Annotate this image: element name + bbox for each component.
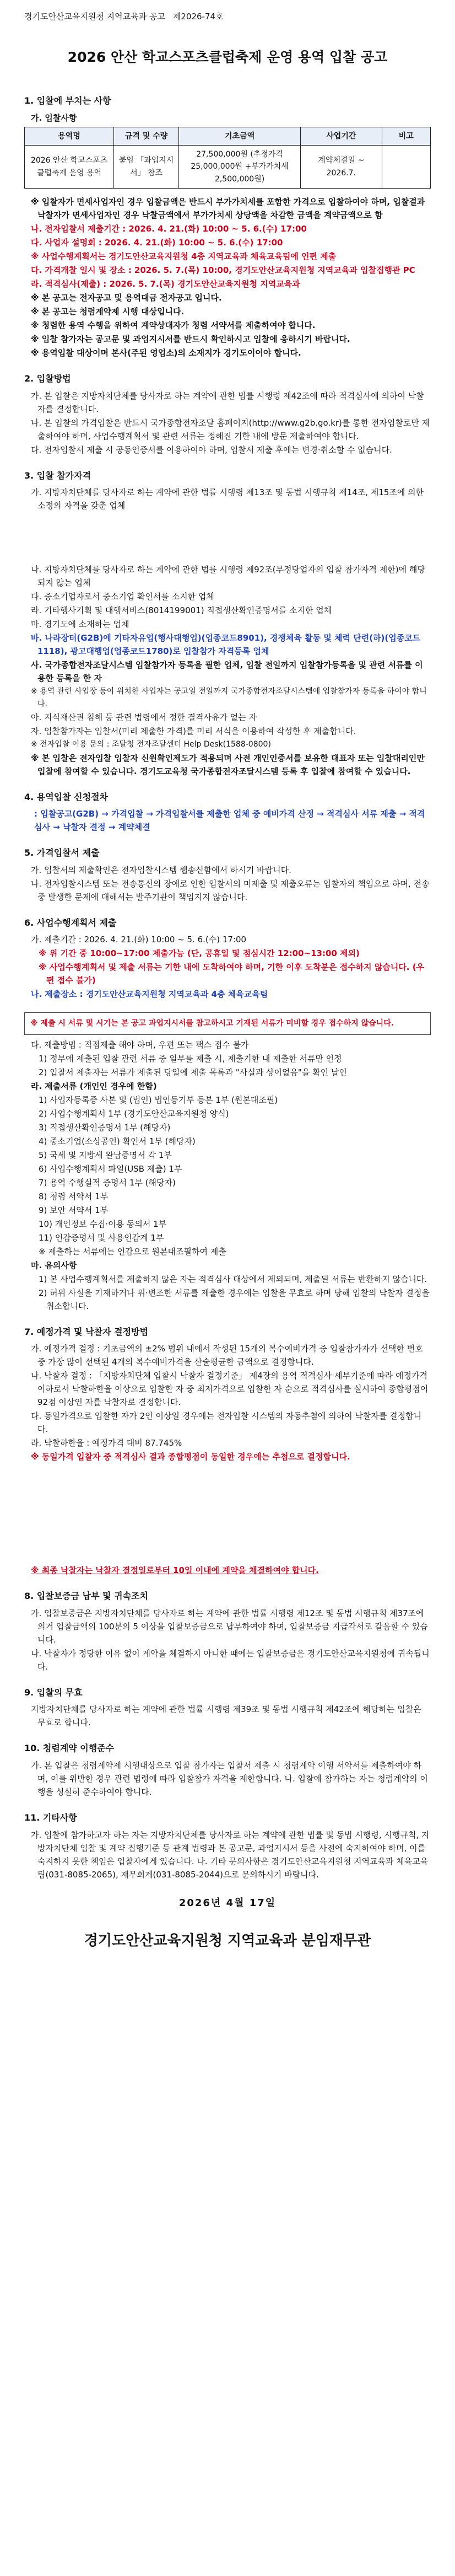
section-1-heading: 1. 입찰에 부치는 사항 [24,95,111,106]
s6-item-14: 11) 인감증명서 및 사용인감계 1부 [39,1232,164,1243]
col-name: 용역명 [25,127,114,145]
col-period: 사업기간 [301,127,382,145]
s7-item-3: 라. 낙찰하한율 : 예정가격 대비 87.745% [31,1438,182,1448]
section-11-heading: 11. 기타사항 [24,1812,77,1823]
s6-item-1: 1) 정부에 제출된 입찰 관련 서류 중 일부를 제출 시, 제출기한 내 제출한 서류만 인정 [39,1053,342,1064]
s6-deadline-note-0: ※ 위 기간 중 10:00~17:00 제출가능 (단, 공휴일 및 점심시간 12:00~13:00 제외) [39,948,360,959]
section-5-heading: 5. 가격입찰서 제출 [24,847,100,858]
section-6-heading: 6. 사업수행계획서 제출 [24,917,117,928]
s6-item-9: 6) 사업수행계획서 파일(USB 제출) 1부 [39,1163,182,1174]
s3-item-4: 마. 경기도에 소재하는 업체 [31,619,129,630]
s7-red-1: ※ 동일가격 입찰자 중 적격심사 결과 종합평점이 동일한 경우에는 추첨으로 결정합니다. [31,1452,350,1462]
s8-item-1: 나. 낙찰자가 정당한 이유 없이 계약을 체결하지 아니한 때에는 입찰보증금은 경기도안산교육지원청에 귀속됩니다. [31,1648,430,1672]
s6-item-15: ※ 제출하는 서류에는 인감으로 원본대조필하여 제출 [39,1246,226,1257]
s7-red-2: ※ 최종 낙찰자는 낙찰자 결정일로부터 10일 이내에 계약을 체결하여야 합니다. [31,1565,319,1576]
s4-flow: : 입찰공고(G2B) → 가격입찰 → 가격입찰서를 제출한 업체 중 예비가격 산정 → 적격심사 서류 제출 → 적격심사 → 낙찰자 결정 → 계약체결 [34,809,425,833]
s6-place: 나. 제출장소 : 경기도안산교육지원청 지역교육과 4층 체육교육팀 [31,989,268,1000]
s3-item-6: 사. 국가종합전자조달시스템 입찰참가자 등록을 필한 업체, 입찰 전일까지 입찰참가등록을 및 관련 서류를 이용한 등록을 한 자 [31,660,423,684]
s1-note-2: 다. 사업자 설명회 : 2026. 4. 21.(화) 10:00 ~ 5. 6.(수) 17:00 [31,238,283,248]
s1-note-8: ※ 청렴한 용역 수행을 위하여 계약상대자가 청렴 서약서를 제출하여야 합니다. [31,320,316,331]
section-8-heading: 8. 입찰보증금 납부 및 귀속조치 [24,1591,148,1602]
s1-note-7: ※ 본 공고는 청렴계약제 시행 대상입니다. [31,307,185,317]
table-row [25,145,431,188]
s4-heading-text: 4. 용역입찰 신청절차 [24,791,108,802]
s3-item-1: 나. 지방자치단체를 당사자로 하는 계약에 관한 법률 시행령 제92조(부정당업자의 입찰 참가자격 제한)에 해당되지 않는 업체 [31,565,425,588]
s6-item-6: 3) 직접생산확인증명서 1부 (해당자) [39,1122,171,1133]
s2-item-2: 다. 전자입찰서 제출 시 공동인증서를 이용하여야 하며, 입찰서 제출 후에는 변경·취소할 수 없습니다. [31,444,392,455]
section-9-heading: 9. 입찰의 무효 [24,1687,83,1698]
s10-text: 가. 본 입찰은 청렴계약제 시행대상으로 입찰 참가자는 입찰서 제출 시 청렴계약 이행 서약서를 제출하여야 하며, 이를 위반한 경우 관련 법령에 따라 입찰참가 자격을 제한합니다. 나. 입찰에 참가하는 자는 청렴계약의 이행을 성실히 준수하여야 합니다. [31,1761,428,1797]
s2-item-1: 나. 본 입찰의 가격입찰은 반드시 국가종합전자조달 홈페이지(http://www.g2b.go.kr)를 통한 전자입찰로만 제출하여야 하며, 사업수행계획서 및 관련 서류는 정해진 기한 내에 방문 제출하여야 합니다. [31,417,430,441]
s9-text: 지방자치단체를 당사자로 하는 계약에 관한 법률 시행령 제39조 및 동법 시행규칙 제42조에 해당하는 입찰은 무효로 합니다. [31,1704,421,1728]
cell-spec: 붙임 「과업지시서」 참조 [114,145,179,188]
cell-amount: 27,500,000원 (추정가격 25,000,000원 +부가가치세 2,500,000원) [179,145,301,188]
s3-item-2: 다. 중소기업자로서 중소기업 확인서를 소지한 업체 [31,592,214,602]
s1-note-3: ※ 사업수행계획서는 경기도안산교육지원청 4층 지역교육과 체육교육팀에 인편 제출 [31,251,337,262]
s6-item-17: 1) 본 사업수행계획서를 제출하지 않은 자는 적격심사 대상에서 제외되며, 제출된 서류는 반환하지 않습니다. [39,1274,427,1284]
section-7-heading: 7. 예정가격 및 낙찰자 결정방법 [24,1326,148,1337]
page-title: 2026 안산 학교스포츠클럽축제 운영 용역 입찰 공고 [67,49,388,65]
s6-item-18: 2) 허위 사실을 기재하거나 위·변조한 서류를 제출한 경우에는 입찰을 무효로 하며 당해 입찰의 낙찰자 결정을 취소합니다. [39,1287,430,1311]
s6-item-11: 8) 청렴 서약서 1부 [39,1191,109,1201]
section-10-heading: 10. 청렴계약 이행준수 [24,1743,115,1754]
section-2-heading: 2. 입찰방법 [24,373,71,384]
s2-item-0: 가. 본 입찰은 지방자치단체를 당사자로 하는 계약에 관한 법률 시행령 제42조에 따라 적격심사에 의하여 낙찰자를 결정합니다. [31,390,424,414]
s6-deadline: 가. 제출기간 : 2026. 4. 21.(화) 10:00 ~ 5. 6.(수) 17:00 [31,935,247,945]
s6-item-10: 7) 용역 수행실적 증명서 1부 (해당자) [39,1177,176,1188]
s1-note-5: 라. 적격심사(제출) : 2026. 5. 7.(목) 경기도안산교육지원청 지역교육과 [31,279,300,289]
s7-item-2: 다. 동일가격으로 입찰한 자가 2인 이상일 경우에는 전자입찰 시스템의 자동추첨에 의하여 낙찰자를 결정합니다. [31,1411,422,1435]
s3-item-8: 아. 지식재산권 침해 등 관련 법령에서 정한 결격사유가 없는 자 [31,712,257,723]
cell-period: 계약체결일 ~ 2026.7. [301,145,382,188]
s3-item-7: ※ 용역 관련 사업장 등이 위치한 사업자는 공고일 전일까지 국가종합전자조달시스템에 입찰참가자 등록을 하여야 합니다. [31,687,427,709]
s11-text: 가. 입찰에 참가하고자 하는 자는 지방자치단체를 당사자로 하는 계약에 관한 법률 및 동법 시행령, 시행규칙, 지방자치단체 입찰 및 계약 집행기준 등 관계 법령과 본 공고문, 과업지시서 등을 사전에 숙지하여야 하며, 이를 숙지하지 못한 책임은 입찰자에게 있습니다. 나. 기타 문의사항은 경기도안산교육지원청 지역교육과 체육교육팀(031-8085-2065), 재무회계(031-8085-2044)으로 문의하시기 바랍니다. [31,1829,430,1880]
bid-table [24,127,431,189]
s6-box-note: ※ 제출 시 서류 및 시기는 본 공고 과업지시서를 참고하시고 기재된 서류가 미비할 경우 접수하지 않습니다. [24,1012,431,1034]
s1-note-6: ※ 본 공고는 전자공고 및 용역대금 전자공고 입니다. [31,293,222,303]
s8-item-0: 가. 입찰보증금은 지방자치단체를 당사자로 하는 계약에 관한 법률 시행령 제12조 및 동법 시행규칙 제37조에 의거 입찰금액의 100분의 5 이상을 입찰보증금으로 납부하여야 하며, 입찰보증금 지급각서로 갈음할 수 있습니다. [31,1608,428,1645]
s3-item-5: 바. 나라장터(G2B)에 기타자유업(행사대행업)(업종코드8901), 경쟁체육 활동 및 체력 단련(하)(업종코드1118), 광고대행업(업종코드1780)로 입찰참가 자격등록 업체 [31,633,421,657]
section-3-heading: 3. 입찰 참가자격 [24,470,91,481]
s3-item-9: 자. 입찰참가자는 입찰서(미리 제출한 가격)를 미리 서식을 이용하여 작성한 후 제출합니다. [31,726,356,737]
notice-date: 2026년 4월 17일 [178,1897,277,1909]
s7-item-1: 나. 낙찰자 결정 : 「지방자치단체 입찰시 낙찰자 결정기준」 제4장의 용역 적격심사 세부기준에 따라 예정가격 이하로서 낙찰하한율 이상으로 입찰한 자 중 최저가격으로 입찰한 자 순으로 적격심사를 실시하여 종합평점이 92점 이상인 자를 낙찰자로 결정합니다. [31,1371,429,1408]
cell-remark [382,145,430,188]
table-header-row [25,127,431,145]
s5-item-0: 가. 입찰서의 제출확인은 전자입찰시스템 웹송신함에서 하시기 바랍니다. [31,865,291,875]
s3-item-10: ※ 전자입찰 이용 문의 : 조달청 전자조달센터 Help Desk(1588-0800) [31,740,271,749]
s6-item-4: 1) 사업자등록증 사본 및 (법인) 법인등기부 등본 1부 (원본대조필) [39,1094,278,1105]
s6-item-5: 2) 사업수행계획서 1부 (경기도안산교육지원청 양식) [39,1108,229,1119]
s3-item-0: 가. 지방자치단체를 당사자로 하는 계약에 관한 법률 시행령 제13조 및 동법 시행규칙 제14조, 제15조에 의한 소정의 자격을 갖춘 업체 [31,487,424,511]
s6-item-8: 5) 국세 및 지방세 완납증명서 각 1부 [39,1150,172,1160]
s1-note-0: ※ 입찰자가 면세사업자인 경우 입찰금액은 반드시 부가가치세를 포함한 가격으로 입찰하여야 하며, 입찰결과 낙찰자가 면세사업자인 경우 낙찰금액에서 부가가치세 상당액을 차감한 금액을 계약금액으로 함 [31,197,425,221]
s1-note-1: 나. 전자입찰서 제출기간 : 2026. 4. 21.(화) 10:00 ~ 5. 6.(수) 17:00 [31,224,307,234]
s6-item-7: 4) 중소기업(소상공인) 확인서 1부 (해당자) [39,1136,196,1146]
s6-item-0: 다. 제출방법 : 직접제출 해야 하며, 우편 또는 팩스 접수 불가 [31,1039,249,1050]
col-spec: 규격 및 수량 [114,127,179,145]
col-amount: 기초금액 [179,127,301,145]
section-4-heading [24,790,431,804]
s3-warn: ※ 본 입찰은 전자입찰 입찰자 신원확인제도가 적용되며 사전 개인인증서를 보유한 대표자 또는 입찰대리인만 입찰에 참여할 수 있습니다. 경기도교육청 국가종합전자조달시스템 등록 후 입찰에 참여할 수 있습니다. [31,753,425,776]
footer-org: 경기도안산교육지원청 지역교육과 분임재무관 [84,1933,371,1950]
header-org: 경기도안산교육지원청 지역교육과 공고 [24,12,165,22]
notice-header [24,10,431,23]
col-remark: 비고 [382,127,430,145]
s6-item-2: 2) 입찰서 제출자는 서류가 제출된 당일에 제출 목록과 "사실과 상이없음"을 확인 날인 [39,1067,347,1077]
s1-note-4: 다. 가격개찰 일시 및 장소 : 2026. 5. 7.(목) 10:00, 경기도안산교육지원청 지역교육과 입찰집행관 PC [31,265,415,276]
s1-note-10: ※ 용역입찰 대상이며 본사(주된 영업소)의 소재지가 경기도이어야 합니다. [31,348,301,358]
s6-item-13: 10) 개인정보 수집·이용 동의서 1부 [39,1219,167,1229]
s1-note-9: ※ 입찰 참가자는 공고문 및 과업지시서를 반드시 확인하시고 입찰에 응하시기 바랍니다. [31,334,350,345]
cell-name: 2026 안산 학교스포츠클럽축제 운영 용역 [25,145,114,188]
s6-deadline-note-1: ※ 사업수행계획서 및 제출 서류는 기한 내에 도착하여야 하며, 기한 이후 도착분은 접수하지 않습니다. (우편 접수 불가) [39,962,425,986]
s6-item-16: 마. 유의사항 [31,1260,77,1270]
s6-item-3: 라. 제출서류 (개인인 경우에 한함) [31,1081,157,1091]
s6-item-12: 9) 보안 서약서 1부 [39,1205,109,1215]
s7-item-0: 가. 예정가격 결정 : 기초금액의 ±2% 범위 내에서 작성된 15개의 복수예비가격 중 입찰참가자가 선택한 번호 중 가장 많이 선택된 4개의 복수예비가격을 산술평균한 금액으로 결정합니다. [31,1344,423,1367]
section-1-sub: 가. 입찰사항 [31,112,77,123]
s3-item-3: 라. 기타행사기획 및 대행서비스(8014199001) 직접생산확인증명서를 소지한 업체 [31,605,332,616]
header-number: 제2026-74호 [172,12,224,22]
s5-item-1: 나. 전자입찰시스템 또는 전송통신의 장애로 인한 입찰서의 미제출 및 제출오류는 입찰자의 책임으로 하며, 전송 중 발생한 문제에 대해서는 발주기관이 책임지지 않습니다. [31,878,430,902]
